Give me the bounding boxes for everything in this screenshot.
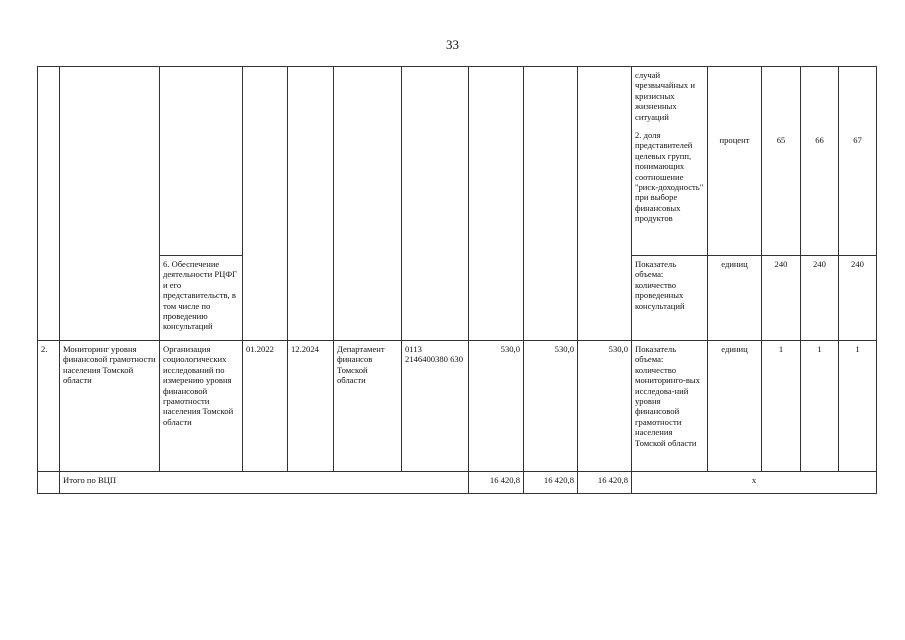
task-2-unit: единиц xyxy=(708,341,762,472)
continued-row-upper xyxy=(38,67,877,256)
total-amount-2022: 16 420,8 xyxy=(469,472,524,494)
indicator-2-unit-cell xyxy=(708,67,762,256)
activity-6-value-2022: 240 xyxy=(762,256,801,341)
program-table xyxy=(37,66,877,494)
cell-activity-empty xyxy=(160,67,243,256)
task-2-executor: Департамент финансов Томской области xyxy=(334,341,402,472)
task-2-amount-2022: 530,0 xyxy=(469,341,524,472)
cell-executor-empty xyxy=(334,67,402,341)
cell-2022-empty xyxy=(469,67,524,341)
cell-indicators-continued xyxy=(632,67,708,256)
indicator-2-name: 2. доля представителей целевых групп, понимающих соотношение "риск-доходность" при выборе финансовых продуктов xyxy=(635,130,704,224)
task-2-row xyxy=(38,341,877,472)
activity-6-indicator: Показатель объема: количество проведенных консультаций xyxy=(632,256,708,341)
task-2-activity: Организация социологических исследований по измерению уровня финансовой грамотности населения Томской области xyxy=(160,341,243,472)
task-2-number: 2. xyxy=(38,341,60,472)
cell-kbk-empty xyxy=(402,67,469,341)
indicator-1-tail: случай чрезвычайных и кризисных жизненных ситуаций xyxy=(635,70,695,122)
task-2-value-2022: 1 xyxy=(762,341,801,472)
cell-2024-empty xyxy=(578,67,632,341)
task-2-kbk: 0113 2146400380 630 xyxy=(402,341,469,472)
indicator-2-2024-cell xyxy=(839,67,877,256)
task-2-indicator: Показатель объема: количество мониторинго-вых исследова-ний уровня финансовой грамотности населения Томской области xyxy=(632,341,708,472)
task-2-start: 01.2022 xyxy=(243,341,288,472)
cell-end-empty xyxy=(288,67,334,341)
indicator-2-value-2022: 65 xyxy=(776,135,786,145)
total-label: Итого по ВЦП xyxy=(60,472,469,494)
page-number: 33 xyxy=(446,37,459,52)
cell-num-empty xyxy=(38,67,60,341)
task-2-value-2023: 1 xyxy=(801,341,839,472)
activity-6-value-2024: 240 xyxy=(839,256,877,341)
indicator-2-value-2023: 66 xyxy=(815,135,824,145)
task-2-amount-2023: 530,0 xyxy=(524,341,578,472)
task-2-value-2024: 1 xyxy=(839,341,877,472)
total-amount-2023: 16 420,8 xyxy=(524,472,578,494)
total-amount-2024: 16 420,8 xyxy=(578,472,632,494)
task-2-amount-2024: 530,0 xyxy=(578,341,632,472)
activity-6-value-2023: 240 xyxy=(801,256,839,341)
indicator-2-2023-cell xyxy=(801,67,839,256)
cell-task-empty xyxy=(60,67,160,341)
indicator-2-unit: процент xyxy=(719,135,750,145)
total-num-empty xyxy=(38,472,60,494)
indicator-2-value-2024: 67 xyxy=(853,135,862,145)
cell-start-empty xyxy=(243,67,288,341)
task-2-end: 12.2024 xyxy=(288,341,334,472)
total-row xyxy=(38,472,877,494)
indicator-2-2022-cell xyxy=(762,67,801,256)
cell-2023-empty xyxy=(524,67,578,341)
total-mark: x xyxy=(632,472,877,494)
activity-6-unit: единиц xyxy=(708,256,762,341)
activity-6-name: 6. Обеспечение деятельности РЦФГ и его представительств, в том числе по проведению консультаций xyxy=(160,256,243,341)
task-2-name: Мониторинг уровня финансовой грамотности населения Томской области xyxy=(60,341,160,472)
